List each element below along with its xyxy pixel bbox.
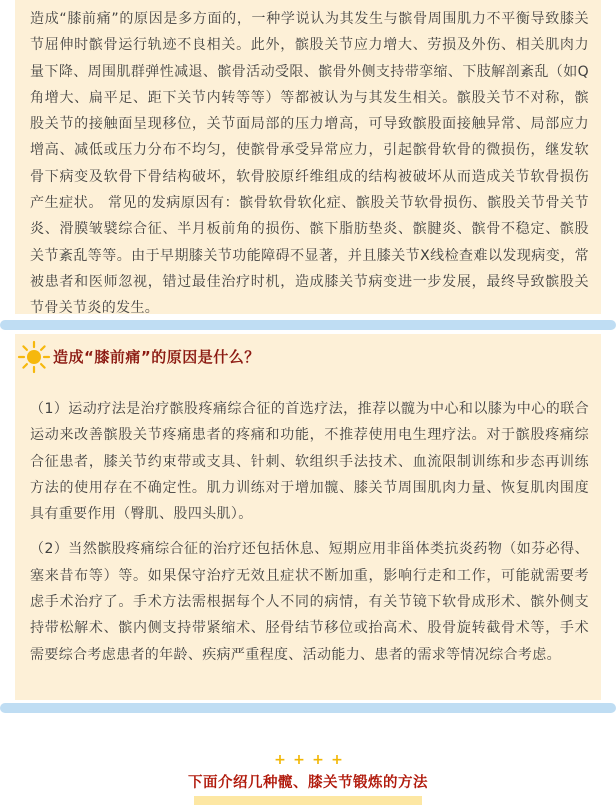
title-highlight	[194, 796, 422, 805]
sparkle-decoration	[274, 754, 344, 768]
question-heading: 造成“膝前痛”的原因是什么？	[53, 348, 260, 366]
treatment-paragraph-1: （1）运动疗法是治疗髌股疼痛综合征的首选疗法，推荐以髋为中心和以膝为中心的联合运动来改善髌股关节疼痛患者的疼痛和功能，不推荐使用电生理疗法。对于髌股疼痛综合征患者，膝关节约束带或支具、针刺、软组织手法技术、血流限制训练和步态再训练方法的使用存在不确定性。肌力训练对于增加髋、膝关节周围肌肉力量、恢复肌肉围度具有重要作用（臀肌、股四头肌）。	[30, 401, 589, 523]
treatment-panel	[15, 334, 601, 700]
divider-bar	[0, 320, 616, 330]
intro-panel	[15, 0, 601, 317]
next-section-title: 下面介绍几种髋、膝关节锻炼的方法	[188, 775, 428, 791]
divider-bar-bottom	[0, 703, 616, 713]
treatment-paragraph-2: （2）当然髌股疼痛综合征的治疗还包括休息、短期应用非甾体类抗炎药物（如芬必得、塞来昔布等）等。如果保守治疗无效且症状不断加重，影响行走和工作，可能就需要考虑手术治疗了。手术方法需根据每个人不同的病情，有关节镜下软骨成形术、髌外侧支持带松解术、髌内侧支持带紧缩术、胫骨结节移位或抬高术、股骨旋转截骨术等，手术需要综合考虑患者的年龄、疾病严重程度、活动能力、患者的需求等情况综合考虑。	[30, 541, 589, 663]
sparkle-icon: +	[331, 752, 343, 768]
sun-icon	[17, 340, 51, 374]
sparkle-icon: +	[274, 752, 286, 768]
sparkle-icon: +	[312, 752, 324, 768]
question-heading-row	[15, 334, 589, 378]
intro-paragraph: 造成“膝前痛”的原因是多方面的，一种学说认为其发生与髌骨周围肌力不平衡导致膝关节屈伸时髌骨运行轨迹不良相关。此外，髌股关节应力增大、劳损及外伤、相关肌肉力量下降、周围肌群弹性减退、髌骨活动受限、髌骨外侧支持带挛缩、下肢解剖紊乱（如Q角增大、扁平足、距下关节内转等等）等都被认为与其发生相关。髌股关节不对称，髌股关节的接触面呈现移位，关节面局部的压力增高，可导致髌股面接触异常、局部应力增高、减低或压力分布不均匀，使髌骨承受异常应力，引起髌骨软骨的微损伤，继发软骨下病变及软骨下骨结构破坏，软骨胶原纤维组成的结构被破坏从而造成关节软骨损伤产生症状。 常见的发病原因有：髌骨软骨软化症、髌股关节软骨损伤、髌股关节骨关节炎、滑膜皱襞综合征、半月板前角的损伤、髌下脂肪垫炎、髌腱炎、髌骨不稳定、髌股关节紊乱等等。由于早期膝关节功能障碍不显著，并且膝关节X线检查难以发现病变，常被患者和医师忽视，错过最佳治疗时机，造成膝关节病变进一步发展，最终导致髌股关节骨关节炎的发生。	[30, 11, 589, 317]
sparkle-icon: +	[293, 752, 305, 768]
